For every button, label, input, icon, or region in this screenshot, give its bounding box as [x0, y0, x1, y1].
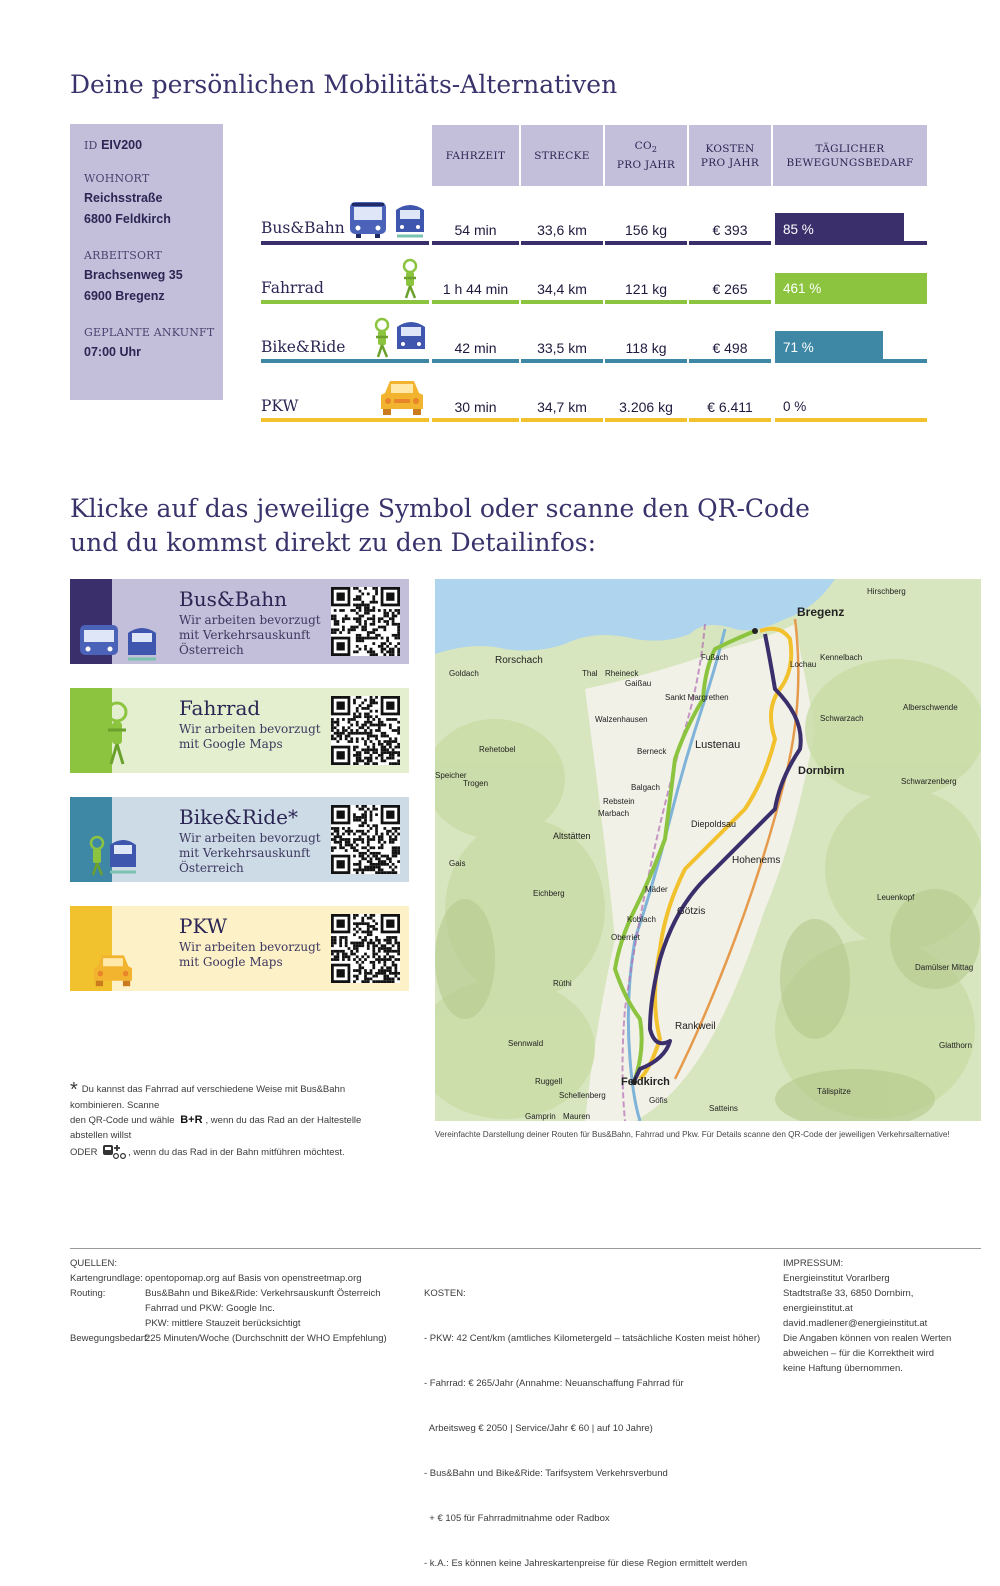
place-gaissau: Gaißau: [625, 679, 652, 688]
row-underline: [689, 359, 771, 363]
place-kennelbach: Kennelbach: [820, 653, 863, 662]
row-underline: [432, 300, 519, 304]
row-underline: [521, 418, 603, 422]
bus-train-icon: [78, 621, 160, 661]
place-schwarzenberg: Schwarzenberg: [901, 777, 957, 786]
header-strecke: STRECKE: [521, 125, 603, 186]
place-sennwald: Sennwald: [508, 1039, 544, 1048]
row-underline: [605, 241, 687, 245]
place-gais: Gais: [449, 859, 466, 868]
row-underline: [261, 418, 429, 422]
cell-co2: 3.206 kg: [619, 399, 673, 415]
header-bewegungsbedarf: TÄGLICHER BEWEGUNGSBEDARF: [773, 125, 927, 186]
place-altstaetten: Altstätten: [553, 831, 591, 841]
place-bregenz: Bregenz: [797, 605, 845, 619]
id-value: EIV200: [101, 138, 143, 152]
cell-co2: 118 kg: [625, 340, 667, 356]
row-underline: [775, 418, 927, 422]
card-fahrrad[interactable]: [70, 688, 409, 773]
footer-divider: [70, 1248, 981, 1249]
cell-co2: 121 kg: [624, 281, 668, 297]
place-schwarzach: Schwarzach: [820, 714, 864, 723]
place-goetzis: Götzis: [677, 906, 706, 917]
train-plus-bike-icon: [102, 1143, 126, 1164]
arbeitsort-street: Brachsenweg 35: [84, 268, 183, 282]
bedarf-value: 461 %: [783, 281, 822, 296]
place-ruggell: Ruggell: [535, 1077, 563, 1086]
bike-and-ride-symbol: B+R: [180, 1114, 203, 1126]
place-alberschwende: Alberschwende: [903, 703, 958, 712]
footer-quellen: QUELLEN: Kartengrundlage: opentopomap.org auf Basis von openstreetmap.org Routing: Bus&Bahn und Bike&Ride: Verkehrsauskunft Österreich Fahrrad und PKW: Google Inc. PKW: mittlere Stauzeit berücksichtigt Bewegungsbedarf: 225 Minuten/Woche (Durchschnitt der WHO Empfehlung): [70, 1258, 387, 1344]
place-trogen: Trogen: [463, 779, 489, 788]
arbeitsort-city: 6900 Bregenz: [84, 289, 165, 303]
place-ruethi: Rüthi: [553, 979, 572, 988]
row-underline: [605, 300, 687, 304]
cell-kosten: € 265: [712, 281, 748, 297]
place-st-margrethen: Sankt Margrethen: [665, 693, 729, 702]
card-bikeride[interactable]: [70, 797, 409, 882]
bus-train-icon[interactable]: [348, 200, 428, 240]
card-title[interactable]: Fahrrad: [179, 696, 261, 720]
card-title[interactable]: PKW: [179, 914, 228, 938]
bedarf-value: 0 %: [783, 399, 807, 414]
bike-ride-icon[interactable]: [371, 317, 427, 361]
subtitle-line-2: und du kommst direkt zu den Detailinfos:: [70, 528, 597, 557]
place-rheineck: Rheineck: [605, 669, 639, 678]
place-koblach: Koblach: [627, 915, 656, 924]
row-label-pkw[interactable]: PKW: [261, 397, 299, 415]
page-title: Deine persönlichen Mobilitäts-Alternativen: [70, 70, 618, 99]
header-fahrzeit: FAHRZEIT: [432, 125, 519, 186]
bedarf-value: 71 %: [783, 340, 814, 355]
card-description: Wir arbeiten bevorzugt mit Google Maps: [179, 722, 321, 751]
row-underline: [689, 300, 771, 304]
place-hirschberg: Hirschberg: [867, 587, 906, 596]
row-label-bikeride[interactable]: Bike&Ride: [261, 338, 346, 356]
place-rebstein: Rebstein: [603, 797, 635, 806]
place-schellenberg: Schellenberg: [559, 1091, 606, 1100]
ankunft-value: 07:00 Uhr: [84, 345, 141, 359]
qr-code[interactable]: [331, 914, 400, 983]
card-description: Wir arbeiten bevorzugt mit Verkehrsauskunft Österreich: [179, 613, 321, 657]
cell-strecke: 33,6 km: [537, 222, 587, 238]
place-diepoldsau: Diepoldsau: [691, 819, 737, 829]
row-underline: [261, 241, 429, 245]
row-underline: [605, 418, 687, 422]
place-leuenkopf: Leuenkopf: [877, 893, 915, 902]
cell-strecke: 34,4 km: [537, 281, 587, 297]
trip-info-box: [70, 124, 223, 400]
row-underline: [261, 359, 429, 363]
arbeitsort-label: ARBEITSORT: [84, 249, 163, 262]
place-mauren: Mauren: [563, 1112, 591, 1121]
place-rorschach: Rorschach: [495, 655, 543, 666]
row-underline: [521, 359, 603, 363]
cell-kosten: € 6.411: [707, 399, 753, 415]
card-title[interactable]: Bus&Bahn: [179, 587, 288, 611]
row-underline: [775, 300, 927, 304]
place-gamprin: Gamprin: [525, 1112, 556, 1121]
cell-kosten: € 393: [712, 222, 748, 238]
row-underline: [775, 359, 927, 363]
row-underline: [432, 418, 519, 422]
qr-code[interactable]: [331, 587, 400, 656]
wohnort-label: WOHNORT: [84, 172, 150, 185]
place-eichberg: Eichberg: [533, 889, 565, 898]
cell-fahrzeit: 1 h 44 min: [442, 281, 509, 297]
wohnort-city: 6800 Feldkirch: [84, 212, 171, 226]
card-busbahn[interactable]: [70, 579, 409, 664]
row-underline: [689, 418, 771, 422]
place-glatthorn: Glatthorn: [939, 1041, 972, 1050]
map-caption: Vereinfachte Darstellung deiner Routen für Bus&Bahn, Fahrrad und Pkw. Für Details scanne den QR-Code der jeweiligen Verkehrsalternative!: [435, 1130, 950, 1139]
place-fussach: Fußach: [701, 653, 729, 662]
id-line: ID EIV200: [84, 138, 143, 152]
qr-code[interactable]: [331, 696, 400, 765]
row-underline: [521, 241, 603, 245]
row-underline: [689, 241, 771, 245]
row-label-busbahn[interactable]: Bus&Bahn: [261, 219, 345, 237]
place-dornbirn: Dornbirn: [798, 765, 845, 777]
place-satteins: Satteins: [709, 1104, 738, 1113]
route-map[interactable]: [435, 579, 981, 1121]
place-taelispitze: Tälispitze: [817, 1087, 851, 1096]
bike-ride-icon: [88, 835, 138, 879]
bike-combination-note: * Du kannst das Fahrrad auf verschiedene Weise mit Bus&Bahn kombinieren. Scanne den QR-Code und wähle B+R , wenn du das Rad an der Haltestelle abstellen willst ODER , wenn du das Rad in der Bahn mitführen möchtest.: [70, 1082, 400, 1164]
row-underline: [775, 241, 927, 245]
header-co2: $CO_2$ PRO JAHR: [605, 125, 687, 186]
row-label-fahrrad[interactable]: Fahrrad: [261, 279, 324, 297]
place-berneck: Berneck: [637, 747, 667, 756]
place-maeder: Mäder: [645, 885, 668, 894]
place-speicher: Speicher: [435, 771, 467, 780]
section-subtitle: [70, 492, 810, 560]
ankunft-label: GEPLANTE ANKUNFT: [84, 326, 215, 339]
place-oberriet: Oberriet: [611, 933, 640, 942]
wohnort-street: Reichsstraße: [84, 191, 163, 205]
place-thal: Thal: [582, 669, 598, 678]
place-walzenhausen: Walzenhausen: [595, 715, 648, 724]
bicycle-icon: [102, 698, 132, 770]
place-damuelser-mittag: Damülser Mittag: [915, 963, 974, 972]
cell-fahrzeit: 54 min: [454, 222, 497, 238]
cell-strecke: 34,7 km: [537, 399, 587, 415]
row-underline: [261, 300, 429, 304]
bicycle-icon[interactable]: [395, 258, 425, 302]
footer-impressum: IMPRESSUM: Energieinstitut Vorarlberg Stadtstraße 33, 6850 Dornbirn, energieinstitut.at david.madlener@energieinstitut.at Die Angaben können von realen Werten abweichen – für die Korrektheit wird keine Haftung übernommen.: [783, 1258, 952, 1374]
row-underline: [432, 241, 519, 245]
place-marbach: Marbach: [598, 809, 630, 818]
place-lustenau: Lustenau: [695, 739, 741, 751]
card-description: Wir arbeiten bevorzugt mit Google Maps: [179, 940, 321, 969]
car-icon[interactable]: [377, 375, 427, 417]
place-goefis: Göfis: [649, 1096, 668, 1105]
bedarf-value: 85 %: [783, 222, 814, 237]
cell-fahrzeit: 42 min: [454, 340, 497, 356]
card-title[interactable]: Bike&Ride*: [179, 805, 298, 829]
row-underline: [521, 300, 603, 304]
card-description: Wir arbeiten bevorzugt mit Verkehrsauskunft Österreich: [179, 831, 321, 875]
row-underline: [432, 359, 519, 363]
subtitle-line-1: Klicke auf das jeweilige Symbol oder scanne den QR-Code: [70, 494, 810, 523]
place-feldkirch: Feldkirch: [621, 1076, 670, 1088]
place-goldach: Goldach: [449, 669, 479, 678]
cell-kosten: € 498: [712, 340, 748, 356]
place-hohenems: Hohenems: [732, 855, 781, 866]
place-rankweil: Rankweil: [675, 1021, 716, 1032]
row-underline: [605, 359, 687, 363]
qr-code[interactable]: [331, 805, 400, 874]
place-rehetobel: Rehetobel: [479, 745, 516, 754]
cell-co2: 156 kg: [624, 222, 668, 238]
place-balgach: Balgach: [631, 783, 660, 792]
place-lochau: Lochau: [790, 660, 817, 669]
car-icon: [90, 950, 136, 988]
cell-strecke: 33,5 km: [537, 340, 587, 356]
cell-fahrzeit: 30 min: [454, 399, 497, 415]
header-kosten: KOSTEN PRO JAHR: [689, 125, 771, 186]
card-pkw[interactable]: [70, 906, 409, 991]
footer-kosten: KOSTEN: - PKW: 42 Cent/km (amtliches Kilometergeld – tatsächliche Kosten meist höher) - Fahrrad: € 265/Jahr (Annahme: Neuanschaffung Fahrrad für Arbeitsweg € 2050 | Service/Jahr € 60 | auf 10 Jahre) - Bus&Bahn und Bike&Ride: Tarifsystem Verkehrsverbund + € 105 für Fahrradmitnahme oder Radbox - k.A.: Es können keine Jahreskartenpreise für diese Region ermittelt werden: [424, 1288, 761, 1569]
